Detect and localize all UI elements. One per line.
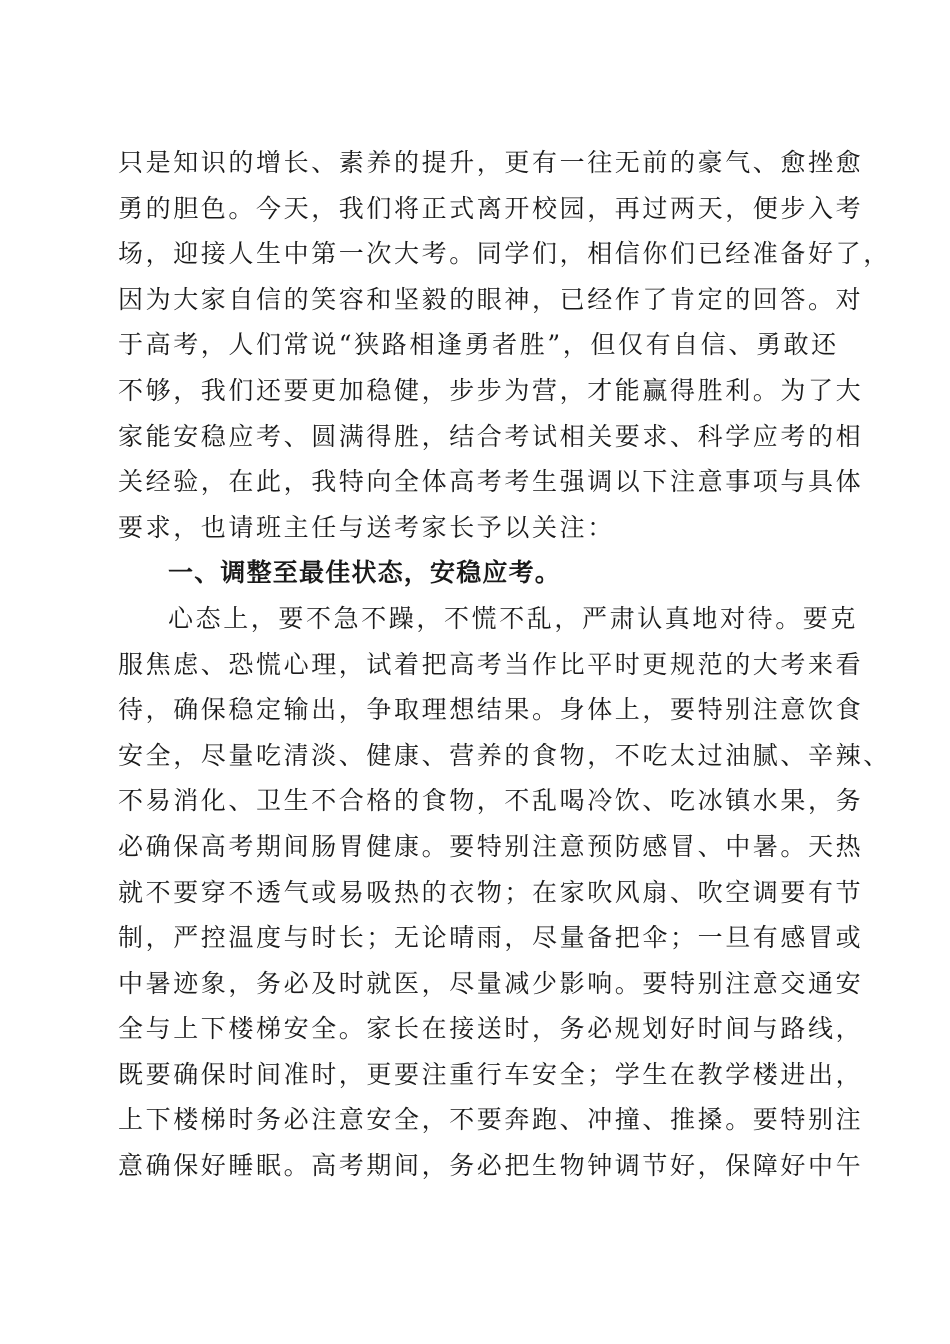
text-line: 要求，也请班主任与送考家长予以关注：	[118, 512, 615, 542]
paragraph-line: 上下楼梯时务必注意安全，不要奔跑、冲撞、推搡。要特别注	[118, 1105, 864, 1135]
paragraph-line: 中暑迹象，务必及时就医，尽量减少影响。要特别注意交通安	[118, 968, 864, 998]
section-heading: 一、调整至最佳状态，安稳应考。	[168, 558, 562, 588]
text-line: 勇的胆色。今天，我们将正式离开校园，再过两天，便步入考	[118, 193, 864, 223]
text-line: 关经验，在此，我特向全体高考考生强调以下注意事项与具体	[118, 467, 864, 497]
paragraph-line: 意确保好睡眠。高考期间，务必把生物钟调节好，保障好中午	[118, 1151, 864, 1181]
paragraph-line: 安全，尽量吃清淡、健康、营养的食物，不吃太过油腻、辛辣、	[118, 740, 891, 770]
paragraph-line: 心态上，要不急不躁，不慌不乱，严肃认真地对待。要克	[168, 603, 859, 633]
paragraph-line: 必确保高考期间肠胃健康。要特别注意预防感冒、中暑。天热	[118, 831, 864, 861]
paragraph-line: 全与上下楼梯安全。家长在接送时，务必规划好时间与路线，	[118, 1014, 864, 1044]
text-line: 不够，我们还要更加稳健，步步为营，才能赢得胜利。为了大	[118, 375, 864, 405]
paragraph-line: 待，确保稳定输出，争取理想结果。身体上，要特别注意饮食	[118, 695, 864, 725]
paragraph-line: 服焦虑、恐慌心理，试着把高考当作比平时更规范的大考来看	[118, 649, 864, 679]
paragraph-line: 既要确保时间准时，更要注重行车安全；学生在教学楼进出，	[118, 1059, 864, 1089]
paragraph-line: 不易消化、卫生不合格的食物，不乱喝冷饮、吃冰镇水果，务	[118, 786, 864, 816]
text-line: 于高考，人们常说“狭路相逢勇者胜”，但仅有自信、勇敢还	[118, 330, 839, 360]
text-line: 场，迎接人生中第一次大考。同学们，相信你们已经准备好了，	[118, 239, 891, 269]
paragraph-line: 就不要穿不透气或易吸热的衣物；在家吹风扇、吹空调要有节	[118, 877, 864, 907]
text-line: 因为大家自信的笑容和坚毅的眼神，已经作了肯定的回答。对	[118, 284, 864, 314]
paragraph-line: 制，严控温度与时长；无论晴雨，尽量备把伞；一旦有感冒或	[118, 923, 864, 953]
text-line: 家能安稳应考、圆满得胜，结合考试相关要求、科学应考的相	[118, 421, 864, 451]
text-line: 只是知识的增长、素养的提升，更有一往无前的豪气、愈挫愈	[118, 148, 864, 177]
document-body	[118, 140, 891, 1189]
